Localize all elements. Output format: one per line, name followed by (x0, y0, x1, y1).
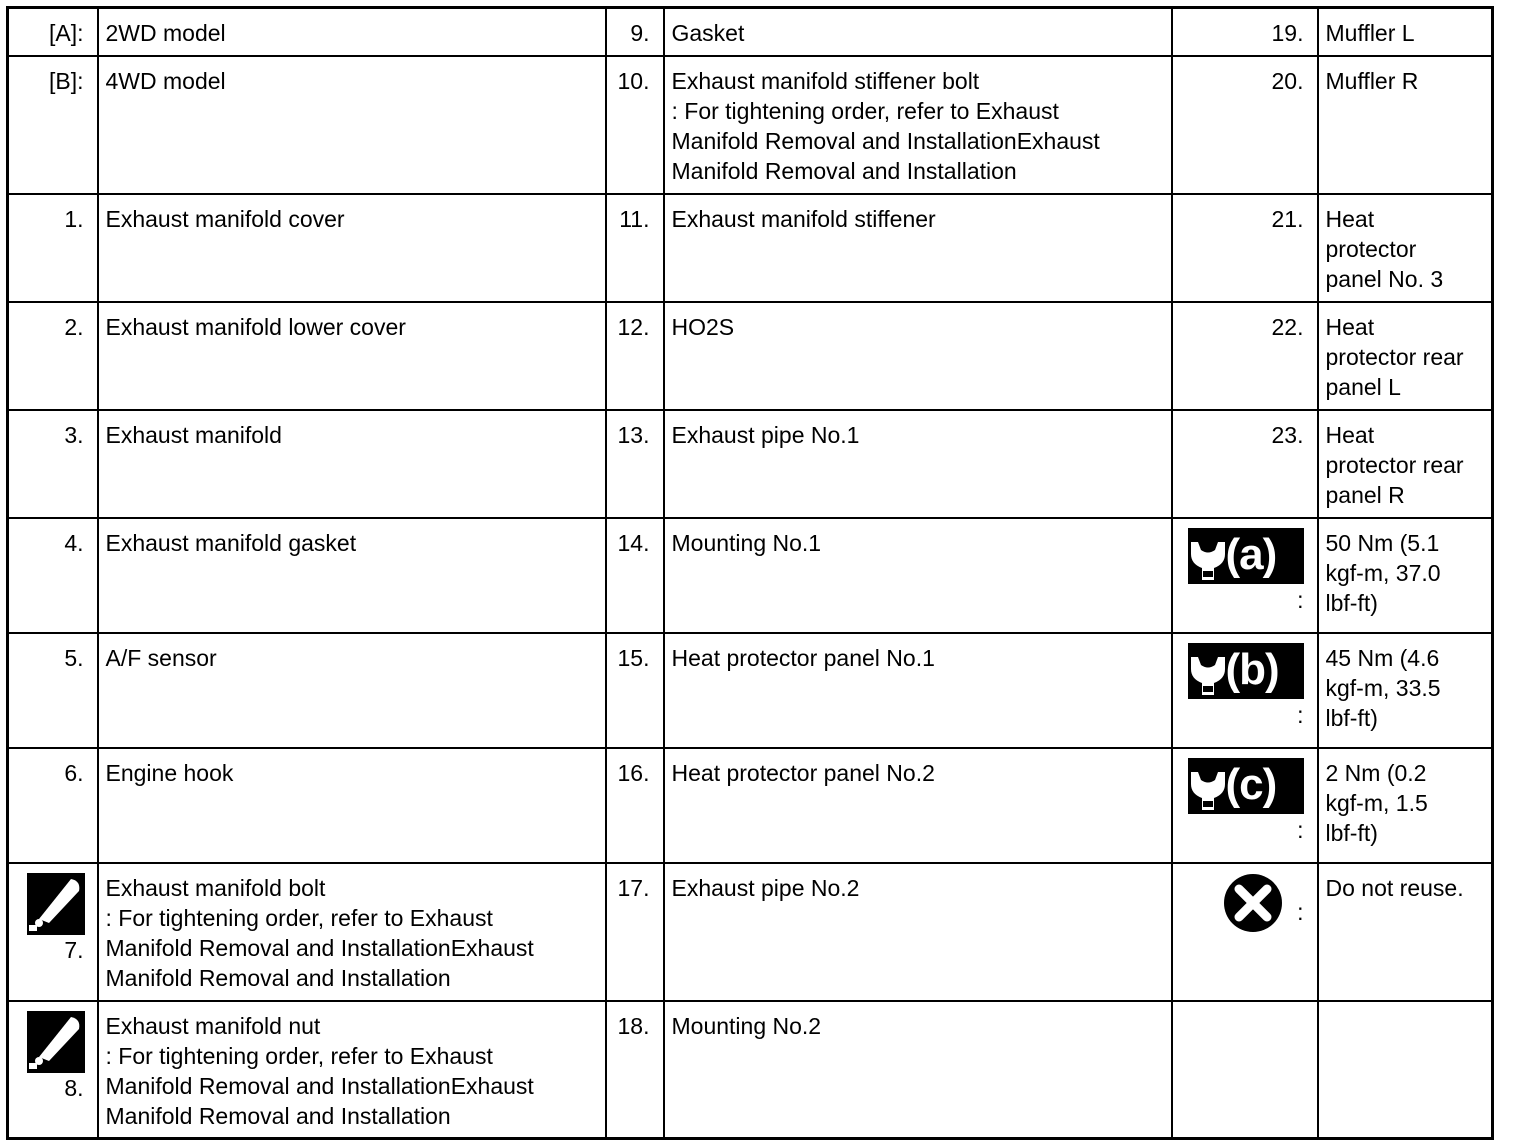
right-index-cell (1172, 518, 1318, 633)
item-description: 45 Nm (4.6 (1325, 644, 1440, 671)
middle-index-cell (606, 302, 664, 410)
item-description: Exhaust manifold stiffener bolt (671, 67, 980, 94)
symbol-colon: : (1297, 898, 1304, 925)
item-number: 18. (617, 1012, 650, 1039)
item-description: protector rear (1325, 451, 1464, 478)
item-description: Manifold Removal and Installation (105, 964, 451, 991)
right-description-cell (1318, 748, 1493, 863)
middle-index-cell (606, 56, 664, 194)
item-description: Exhaust manifold stiffener (671, 205, 936, 232)
item-description: Muffler R (1325, 67, 1419, 94)
item-description: Exhaust manifold bolt (105, 874, 326, 901)
item-description: Exhaust pipe No.2 (671, 874, 860, 901)
item-number: 2. (64, 313, 84, 340)
item-number: 12. (617, 313, 650, 340)
item-description: Manifold Removal and InstallationExhaust (105, 934, 534, 961)
item-number: 9. (630, 20, 650, 46)
item-description: protector rear (1325, 343, 1464, 370)
item-description: Mounting No.2 (671, 1012, 822, 1039)
legend-row (8, 194, 1493, 302)
tightening-order-icon (27, 1011, 85, 1073)
wrench-b-label: (b) (1225, 644, 1279, 694)
item-number: 13. (617, 421, 650, 448)
left-description-cell (98, 633, 606, 748)
item-number: 16. (617, 759, 650, 786)
right-index-cell (1172, 863, 1318, 1001)
legend-row (8, 633, 1493, 748)
item-description: 4WD model (105, 67, 226, 94)
wrench-a-label: (a) (1225, 529, 1277, 579)
item-description: Heat (1325, 205, 1375, 232)
legend-row (8, 518, 1493, 633)
item-description: Exhaust manifold lower cover (105, 313, 406, 340)
left-index-cell (8, 8, 98, 56)
right-index-cell (1172, 56, 1318, 194)
middle-index-cell (606, 1001, 664, 1139)
legend-row (8, 863, 1493, 1001)
right-index-cell (1172, 194, 1318, 302)
torque-colon: : (1297, 586, 1304, 613)
item-number: 6. (64, 759, 84, 786)
torque-colon: : (1297, 816, 1304, 843)
item-description: Exhaust manifold (105, 421, 282, 448)
left-description-cell (98, 863, 606, 1001)
item-number: 15. (617, 644, 650, 671)
item-description: Mounting No.1 (671, 529, 822, 556)
right-description-cell (1318, 633, 1493, 748)
wrench-b-icon (1188, 643, 1304, 699)
item-description: Heat (1325, 421, 1375, 448)
right-description-cell (1318, 410, 1493, 518)
middle-index-cell (606, 194, 664, 302)
left-index-cell (8, 863, 98, 1001)
left-index-cell (8, 1001, 98, 1139)
left-index-cell (8, 633, 98, 748)
left-description-cell (98, 8, 606, 56)
item-description: HO2S (671, 313, 735, 340)
left-description-cell (98, 410, 606, 518)
item-description: : For tightening order, refer to Exhaust (105, 904, 493, 931)
legend-row (8, 748, 1493, 863)
middle-index-cell (606, 748, 664, 863)
legend-row (8, 302, 1493, 410)
parts-legend-table (6, 6, 1494, 1140)
left-index-cell (8, 302, 98, 410)
item-description: kgf-m, 37.0 (1325, 559, 1441, 586)
do-not-reuse-icon (1223, 873, 1283, 933)
item-description: lbf-ft) (1325, 589, 1378, 616)
middle-description-cell (664, 1001, 1172, 1139)
left-description-cell (98, 518, 606, 633)
item-number: 4. (64, 529, 84, 556)
right-index-cell (1172, 8, 1318, 56)
middle-description-cell (664, 633, 1172, 748)
item-description: kgf-m, 33.5 (1325, 674, 1441, 701)
wrench-c-label: (c) (1225, 759, 1277, 809)
item-description: Manifold Removal and Installation (671, 157, 1017, 184)
middle-description-cell (664, 863, 1172, 1001)
middle-description-cell (664, 194, 1172, 302)
item-description: Muffler L (1325, 20, 1415, 46)
middle-index-cell (606, 863, 664, 1001)
item-number: 10. (617, 67, 650, 94)
item-description: A/F sensor (105, 644, 217, 671)
left-description-cell (98, 302, 606, 410)
left-description-cell (98, 56, 606, 194)
right-description-cell (1318, 56, 1493, 194)
item-number: [A]: (48, 20, 84, 46)
item-number: 5. (64, 644, 84, 671)
legend-row (8, 410, 1493, 518)
item-number: 1. (64, 205, 84, 232)
left-description-cell (98, 1001, 606, 1139)
item-description: Engine hook (105, 759, 234, 786)
item-description: Heat protector panel No.2 (671, 759, 935, 786)
item-description: Exhaust manifold nut (105, 1012, 321, 1039)
middle-index-cell (606, 410, 664, 518)
item-description: Manifold Removal and Installation (105, 1102, 451, 1129)
item-description: panel R (1325, 481, 1405, 508)
item-number: 3. (64, 421, 84, 448)
middle-index-cell (606, 8, 664, 56)
left-description-cell (98, 748, 606, 863)
right-index-cell (1172, 1001, 1318, 1139)
item-description: Manifold Removal and InstallationExhaust (105, 1072, 534, 1099)
item-number: 21. (1271, 205, 1304, 232)
item-description: 2WD model (105, 20, 226, 46)
left-index-cell (8, 748, 98, 863)
torque-colon: : (1297, 701, 1304, 728)
right-description-cell (1318, 518, 1493, 633)
item-description: protector (1325, 235, 1417, 262)
item-description: Manifold Removal and InstallationExhaust (671, 127, 1100, 154)
middle-index-cell (606, 518, 664, 633)
item-description: : For tightening order, refer to Exhaust (105, 1042, 493, 1069)
middle-description-cell (664, 748, 1172, 863)
item-number: 20. (1271, 67, 1304, 94)
item-number: 23. (1271, 421, 1304, 448)
item-number: 8. (64, 1074, 84, 1101)
middle-description-cell (664, 410, 1172, 518)
item-description: : For tightening order, refer to Exhaust (671, 97, 1059, 124)
item-description: lbf-ft) (1325, 819, 1378, 846)
item-description: Heat (1325, 313, 1375, 340)
middle-description-cell (664, 518, 1172, 633)
middle-description-cell (664, 302, 1172, 410)
right-index-cell (1172, 748, 1318, 863)
item-number: [B]: (48, 67, 84, 94)
item-number: 7. (64, 936, 84, 963)
middle-index-cell (606, 633, 664, 748)
item-number: 22. (1271, 313, 1304, 340)
left-index-cell (8, 56, 98, 194)
item-number: 19. (1271, 20, 1304, 46)
right-description-cell (1318, 302, 1493, 410)
item-description: Exhaust manifold gasket (105, 529, 357, 556)
right-description-cell (1318, 8, 1493, 56)
right-description-cell (1318, 863, 1493, 1001)
item-description: 2 Nm (0.2 (1325, 759, 1427, 786)
right-description-cell (1318, 1001, 1493, 1139)
item-description: panel No. 3 (1325, 265, 1444, 292)
middle-description-cell (664, 8, 1172, 56)
right-index-cell (1172, 410, 1318, 518)
item-number: 11. (619, 205, 650, 232)
right-index-cell (1172, 633, 1318, 748)
item-description: Heat protector panel No.1 (671, 644, 935, 671)
legend-row (8, 56, 1493, 194)
item-description: lbf-ft) (1325, 704, 1378, 731)
item-description: Do not reuse. (1325, 874, 1464, 901)
item-number: 17. (617, 874, 650, 901)
left-description-cell (98, 194, 606, 302)
right-description-cell (1318, 194, 1493, 302)
item-description: 50 Nm (5.1 (1325, 529, 1440, 556)
item-description: panel L (1325, 373, 1401, 400)
item-description: Gasket (671, 20, 745, 46)
right-index-cell (1172, 302, 1318, 410)
legend-row (8, 1001, 1493, 1139)
tightening-order-icon (27, 873, 85, 935)
left-index-cell (8, 518, 98, 633)
item-description: Exhaust manifold cover (105, 205, 345, 232)
wrench-c-icon (1188, 758, 1304, 814)
middle-description-cell (664, 56, 1172, 194)
item-description: kgf-m, 1.5 (1325, 789, 1428, 816)
item-number: 14. (617, 529, 650, 556)
legend-row (8, 8, 1493, 56)
left-index-cell (8, 194, 98, 302)
item-description: Exhaust pipe No.1 (671, 421, 860, 448)
wrench-a-icon (1188, 528, 1304, 584)
left-index-cell (8, 410, 98, 518)
